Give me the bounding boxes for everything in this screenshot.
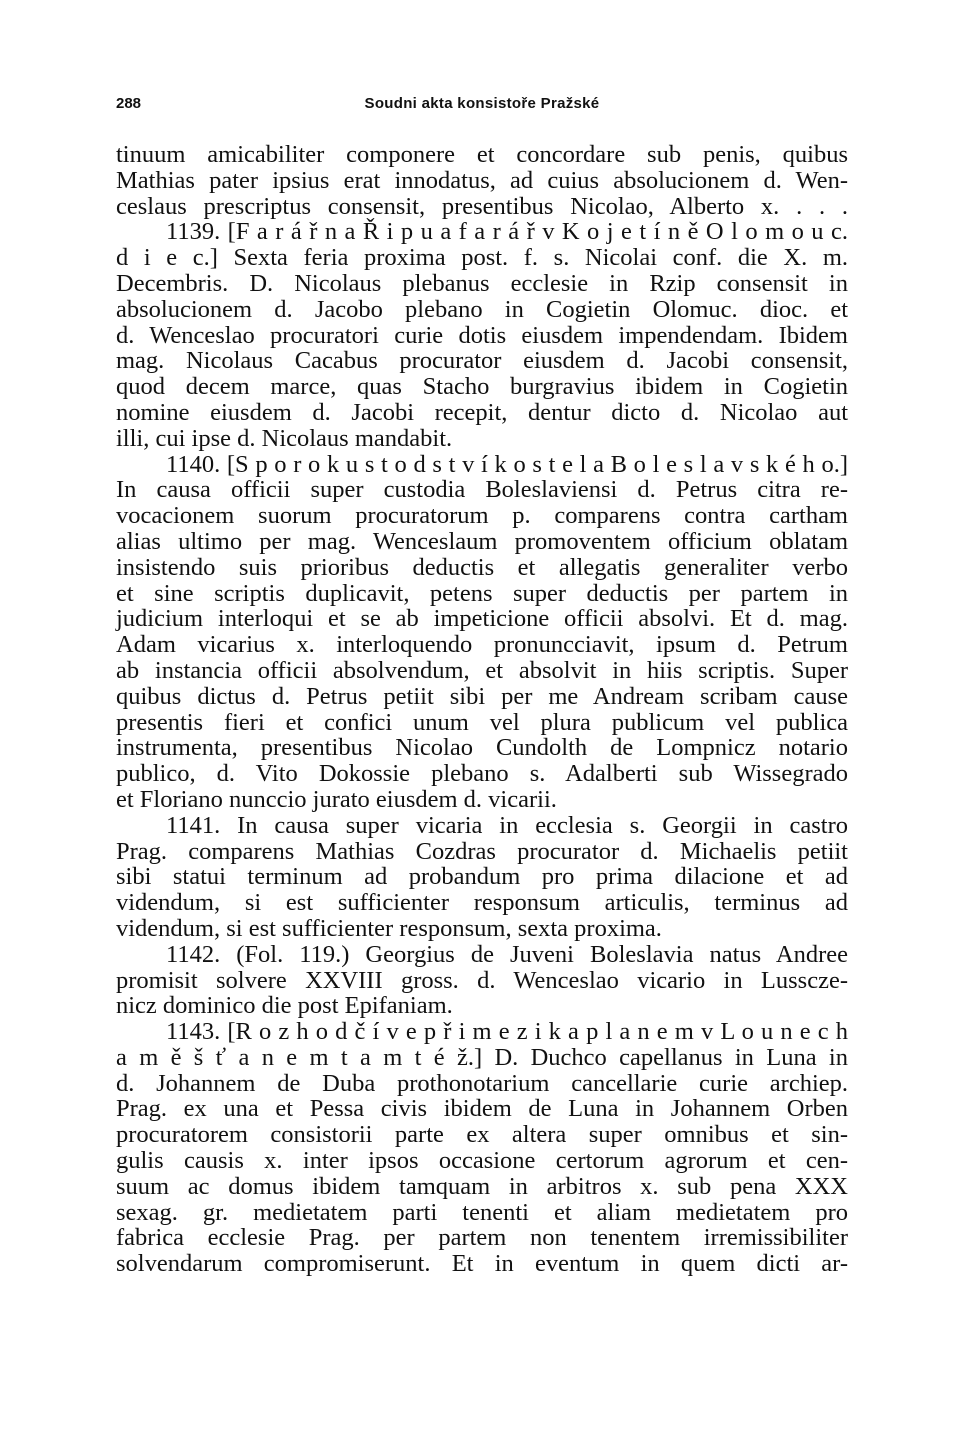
- text-line: sexag. gr. medietatem parti tenenti et aliam medietatem pro: [116, 1198, 848, 1226]
- text-line: mag. Nicolaus Cacabus procurator eiusdem d. Jacobi consensit,: [116, 347, 848, 375]
- text-line: a m ě š ť a n e m t a m t é ž.] D. Duchco capellanus in Luna in: [116, 1043, 848, 1071]
- page-header: [116, 92, 848, 116]
- entry-1143-heading-line: 1143. [R o z h o d č í v e p ř i m e z i k a p l a n e m v L o u n e c h: [166, 1018, 848, 1046]
- text-line: d. Johannem de Duba prothonotarium cancellarie curie archiep.: [116, 1069, 848, 1097]
- text-line: Adam vicarius x. interloquendo pronuncciavit, ipsum d. Petrum: [116, 631, 848, 659]
- text-line: ab instancia officii absolvendum, et absolvit in hiis scriptis. Super: [116, 656, 848, 684]
- text-line: nicz dominico die post Epifaniam.: [116, 992, 453, 1020]
- text-line: tinuum amicabiliter componere et concordare sub penis, quibus: [116, 141, 848, 168]
- page-number: 288: [116, 95, 142, 112]
- text-line: d. Wenceslao procuratori curie dotis eiusdem impendendam. Ibidem: [116, 321, 848, 349]
- text-line: procuratorem consistorii parte ex altera super omnibus et sin-: [116, 1121, 848, 1149]
- text-line: In causa officii super custodia Boleslaviensi d. Petrus citra re-: [116, 476, 848, 504]
- text-line: quibus dictus d. Petrus petiit sibi per me Andream scribam cause: [116, 682, 848, 710]
- text-line: presentis fieri et confici unum vel plura publicum vel publica: [116, 708, 848, 736]
- text-line: insistendo suis prioribus deductis et allegatis generaliter verbo: [116, 553, 848, 581]
- entry-1142-first-line: 1142. (Fol. 119.) Georgius de Juveni Boleslavia natus Andree: [166, 940, 848, 968]
- text-line: Decembris. D. Nicolaus plebanus ecclesie in Rzip consensit in: [116, 269, 848, 297]
- text-line: d i e c.] Sexta feria proxima post. f. s. Nicolai conf. die X. m.: [116, 244, 848, 272]
- text-line: Prag. ex una et Pessa civis ibidem de Luna in Johannem Orben: [116, 1095, 848, 1123]
- text-line: instrumenta, presentibus Nicolao Cundolth de Lompnicz notario: [116, 734, 848, 762]
- text-line: ceslaus prescriptus consensit, presentibus Nicolao, Alberto x. . . .: [116, 192, 848, 220]
- running-title: Soudni akta konsistoře Pražské: [364, 95, 600, 112]
- body-text: [116, 142, 848, 1277]
- text-line: alias ultimo per mag. Wenceslaum promoventem officium oblatam: [116, 527, 848, 555]
- text-line: quod decem marce, quas Stacho burgravius ibidem in Cogietin: [116, 373, 848, 401]
- text-line: suum ac domus ibidem tamquam in arbitros x. sub pena XXX: [116, 1172, 848, 1200]
- text-line: absolucionem d. Jacobo plebano in Cogietin Olomuc. dioc. et: [116, 295, 848, 323]
- text-line: nomine eiusdem d. Jacobi recepit, dentur dicto d. Nicolao aut: [116, 398, 848, 426]
- text-line: videndum, si est sufficienter responsum, sexta proxima.: [116, 914, 662, 942]
- text-line: gulis causis x. inter ipsos occasione certorum agrorum et cen-: [116, 1147, 848, 1175]
- text-line: Mathias pater ipsius erat innodatus, ad cuius absolucionem d. Wen-: [116, 166, 848, 194]
- text-line: solvendarum compromiserunt. Et in eventum in quem dicti ar-: [116, 1250, 848, 1278]
- text-line: illi, cui ipse d. Nicolaus mandabit.: [116, 424, 453, 452]
- text-line: promisit solvere XXVIII gross. d. Wenceslao vicario in Lussczе-: [116, 966, 848, 994]
- text-line: vocacionem suorum procuratorum p. comparens contra cartham: [116, 502, 848, 530]
- text-line: et sine scriptis duplicavit, petens super deductis per partem in: [116, 579, 848, 607]
- text-line: judicium interloqui et se ab impeticione officii absolvi. Et d. mag.: [116, 605, 848, 633]
- text-line: Prag. comparens Mathias Cozdras procurator d. Michaelis petiit: [116, 837, 848, 865]
- text-line: et Floriano nunccio jurato eiusdem d. vicarii.: [116, 785, 557, 813]
- text-line: sibi statui terminum ad probandum pro prima dilacione et ad: [116, 863, 848, 891]
- entry-1139-heading-line: 1139. [F a r á ř n a Ř i p u a f a r á ř v K o j e t í n ě O l o m o u c.: [166, 218, 848, 246]
- text-line: publico, d. Vito Dokossie plebano s. Adalberti sub Wissegrado: [116, 760, 848, 788]
- entry-1140-heading-line: 1140. [S p o r o k u s t o d s t v í k o s t e l a B o l e s l a v s k é h o.]: [166, 450, 848, 478]
- text-line: videndum, si est sufficienter responsum articulis, terminus ad: [116, 889, 848, 917]
- entry-1141-first-line: 1141. In causa super vicaria in ecclesia s. Georgii in castro: [166, 811, 848, 839]
- text-line: fabrica ecclesie Prag. per partem non tenentem irremissibiliter: [116, 1224, 848, 1252]
